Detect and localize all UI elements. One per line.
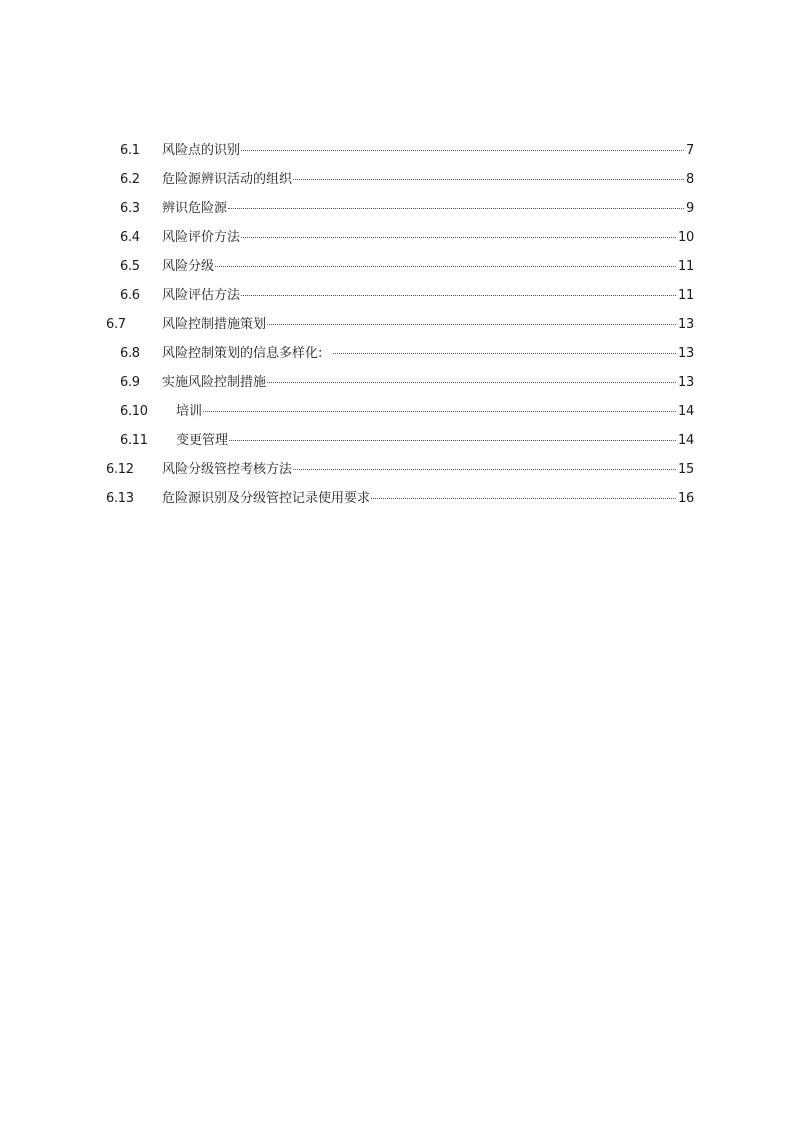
toc-entry-title: 危险源识别及分级管控记录使用要求 [162,491,371,506]
toc-entry-title: 风险控制措施策划 [162,317,267,332]
toc-entry-page: 11 [678,288,694,303]
toc-entry-6-4[interactable] [0,223,793,252]
toc-dot-leader [267,381,676,383]
toc-entry-6-3[interactable] [0,194,793,223]
toc-entry-page: 9 [686,201,694,216]
toc-dot-leader [241,294,676,296]
toc-entry-number: 6.8 [120,346,140,361]
toc-entry-page: 14 [678,433,694,448]
toc-entry-title: 培训 [176,404,203,419]
toc-entry-page: 13 [678,317,694,332]
toc-entry-page: 16 [678,491,694,506]
toc-entry-6-5[interactable] [0,252,793,281]
toc-entry-title: 辨识危险源 [162,201,228,216]
toc-dot-leader [241,149,684,151]
toc-entry-number: 6.11 [120,433,148,448]
toc-entry-title: 风险点的识别 [162,143,241,158]
toc-dot-leader [267,323,676,325]
toc-entry-page: 10 [678,230,694,245]
toc-entry-6-1[interactable] [0,136,793,165]
toc-entry-page: 14 [678,404,694,419]
toc-entry-page: 13 [678,375,694,390]
toc-entry-6-2[interactable] [0,165,793,194]
toc-entry-page: 11 [678,259,694,274]
toc-entry-number: 6.9 [120,375,140,390]
toc-entry-number: 6.5 [120,259,140,274]
toc-entry-6-11[interactable] [0,426,793,455]
toc-dot-leader [228,207,684,209]
toc-entry-number: 6.13 [106,491,134,506]
toc-dot-leader [229,439,676,441]
toc-entry-title: 风险分级管控考核方法 [162,462,293,477]
toc-entry-title: 风险控制策划的信息多样化: [162,346,323,361]
toc-entry-number: 6.12 [106,462,134,477]
toc-entry-6-12[interactable] [0,455,793,484]
toc-entry-title: 变更管理 [176,433,229,448]
toc-entry-6-8[interactable] [0,339,793,368]
toc-entry-number: 6.3 [120,201,140,216]
toc-dot-leader [241,236,676,238]
toc-entry-number: 6.1 [120,143,140,158]
toc-entry-number: 6.7 [106,317,126,332]
toc-entry-number: 6.10 [120,404,148,419]
toc-entry-number: 6.6 [120,288,140,303]
toc-entry-page: 7 [686,143,694,158]
toc-entry-page: 13 [678,346,694,361]
toc-entry-page: 15 [678,462,694,477]
toc-entry-title: 实施风险控制措施 [162,375,267,390]
toc-entry-6-7[interactable] [0,310,793,339]
toc-entry-title: 风险评估方法 [162,288,241,303]
toc-entry-title: 危险源辨识活动的组织 [162,172,293,187]
toc-entry-title: 风险分级 [162,259,215,274]
toc-entry-title: 风险评价方法 [162,230,241,245]
toc-entry-6-10[interactable] [0,397,793,426]
toc-entry-number: 6.2 [120,172,140,187]
toc-dot-leader [293,178,684,180]
toc-dot-leader [371,497,676,499]
toc-entry-6-6[interactable] [0,281,793,310]
toc-dot-leader [203,410,676,412]
toc-dot-leader [293,468,676,470]
toc-entry-page: 8 [686,172,694,187]
toc-dot-leader [333,352,676,354]
toc-entry-6-9[interactable] [0,368,793,397]
toc-entry-number: 6.4 [120,230,140,245]
toc-dot-leader [215,265,676,267]
toc-entry-6-13[interactable] [0,484,793,513]
